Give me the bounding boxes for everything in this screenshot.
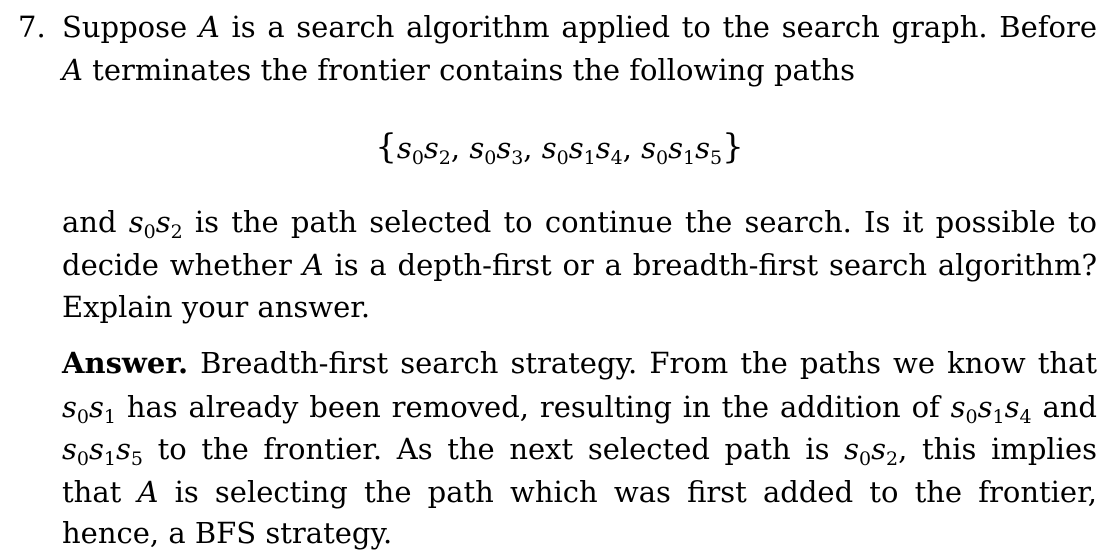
question-line-4: decide whether A is a depth-first or a breadth-first search algorithm?: [62, 248, 1097, 282]
question-number: 7.: [18, 10, 46, 44]
answer-line-1-text: Breadth-first search strategy. From the paths we know that: [200, 346, 1097, 380]
question-line-1: Suppose A is a search algorithm applied to the search graph. Before: [62, 10, 1097, 44]
answer-line-3: $s_0s_1s_5$ to the frontier. As the next selected path is $s_0s_2$, this implies: [62, 432, 1097, 470]
answer-label: Answer.: [62, 346, 189, 380]
answer-line-5: hence, a BFS strategy.: [62, 516, 393, 550]
question-line-3: and $s_0s_2$ is the path selected to continue the search. Is it possible to: [62, 205, 1098, 243]
frontier-path-set: {$s_0s_2$, $s_0s_3$, $s_0s_1s_4$, $s_0s_1s_5$}: [375, 127, 744, 169]
question-line-2: A terminates the frontier contains the following paths: [62, 53, 856, 87]
answer-line-2: $s_0s_1$ has already been removed, resulting in the addition of $s_0s_1s_4$ and: [62, 390, 1097, 428]
answer-line-1: [62, 346, 1097, 380]
question-line-5: Explain your answer.: [62, 290, 371, 324]
answer-line-4: that A is selecting the path which was first added to the frontier,: [62, 475, 1097, 509]
